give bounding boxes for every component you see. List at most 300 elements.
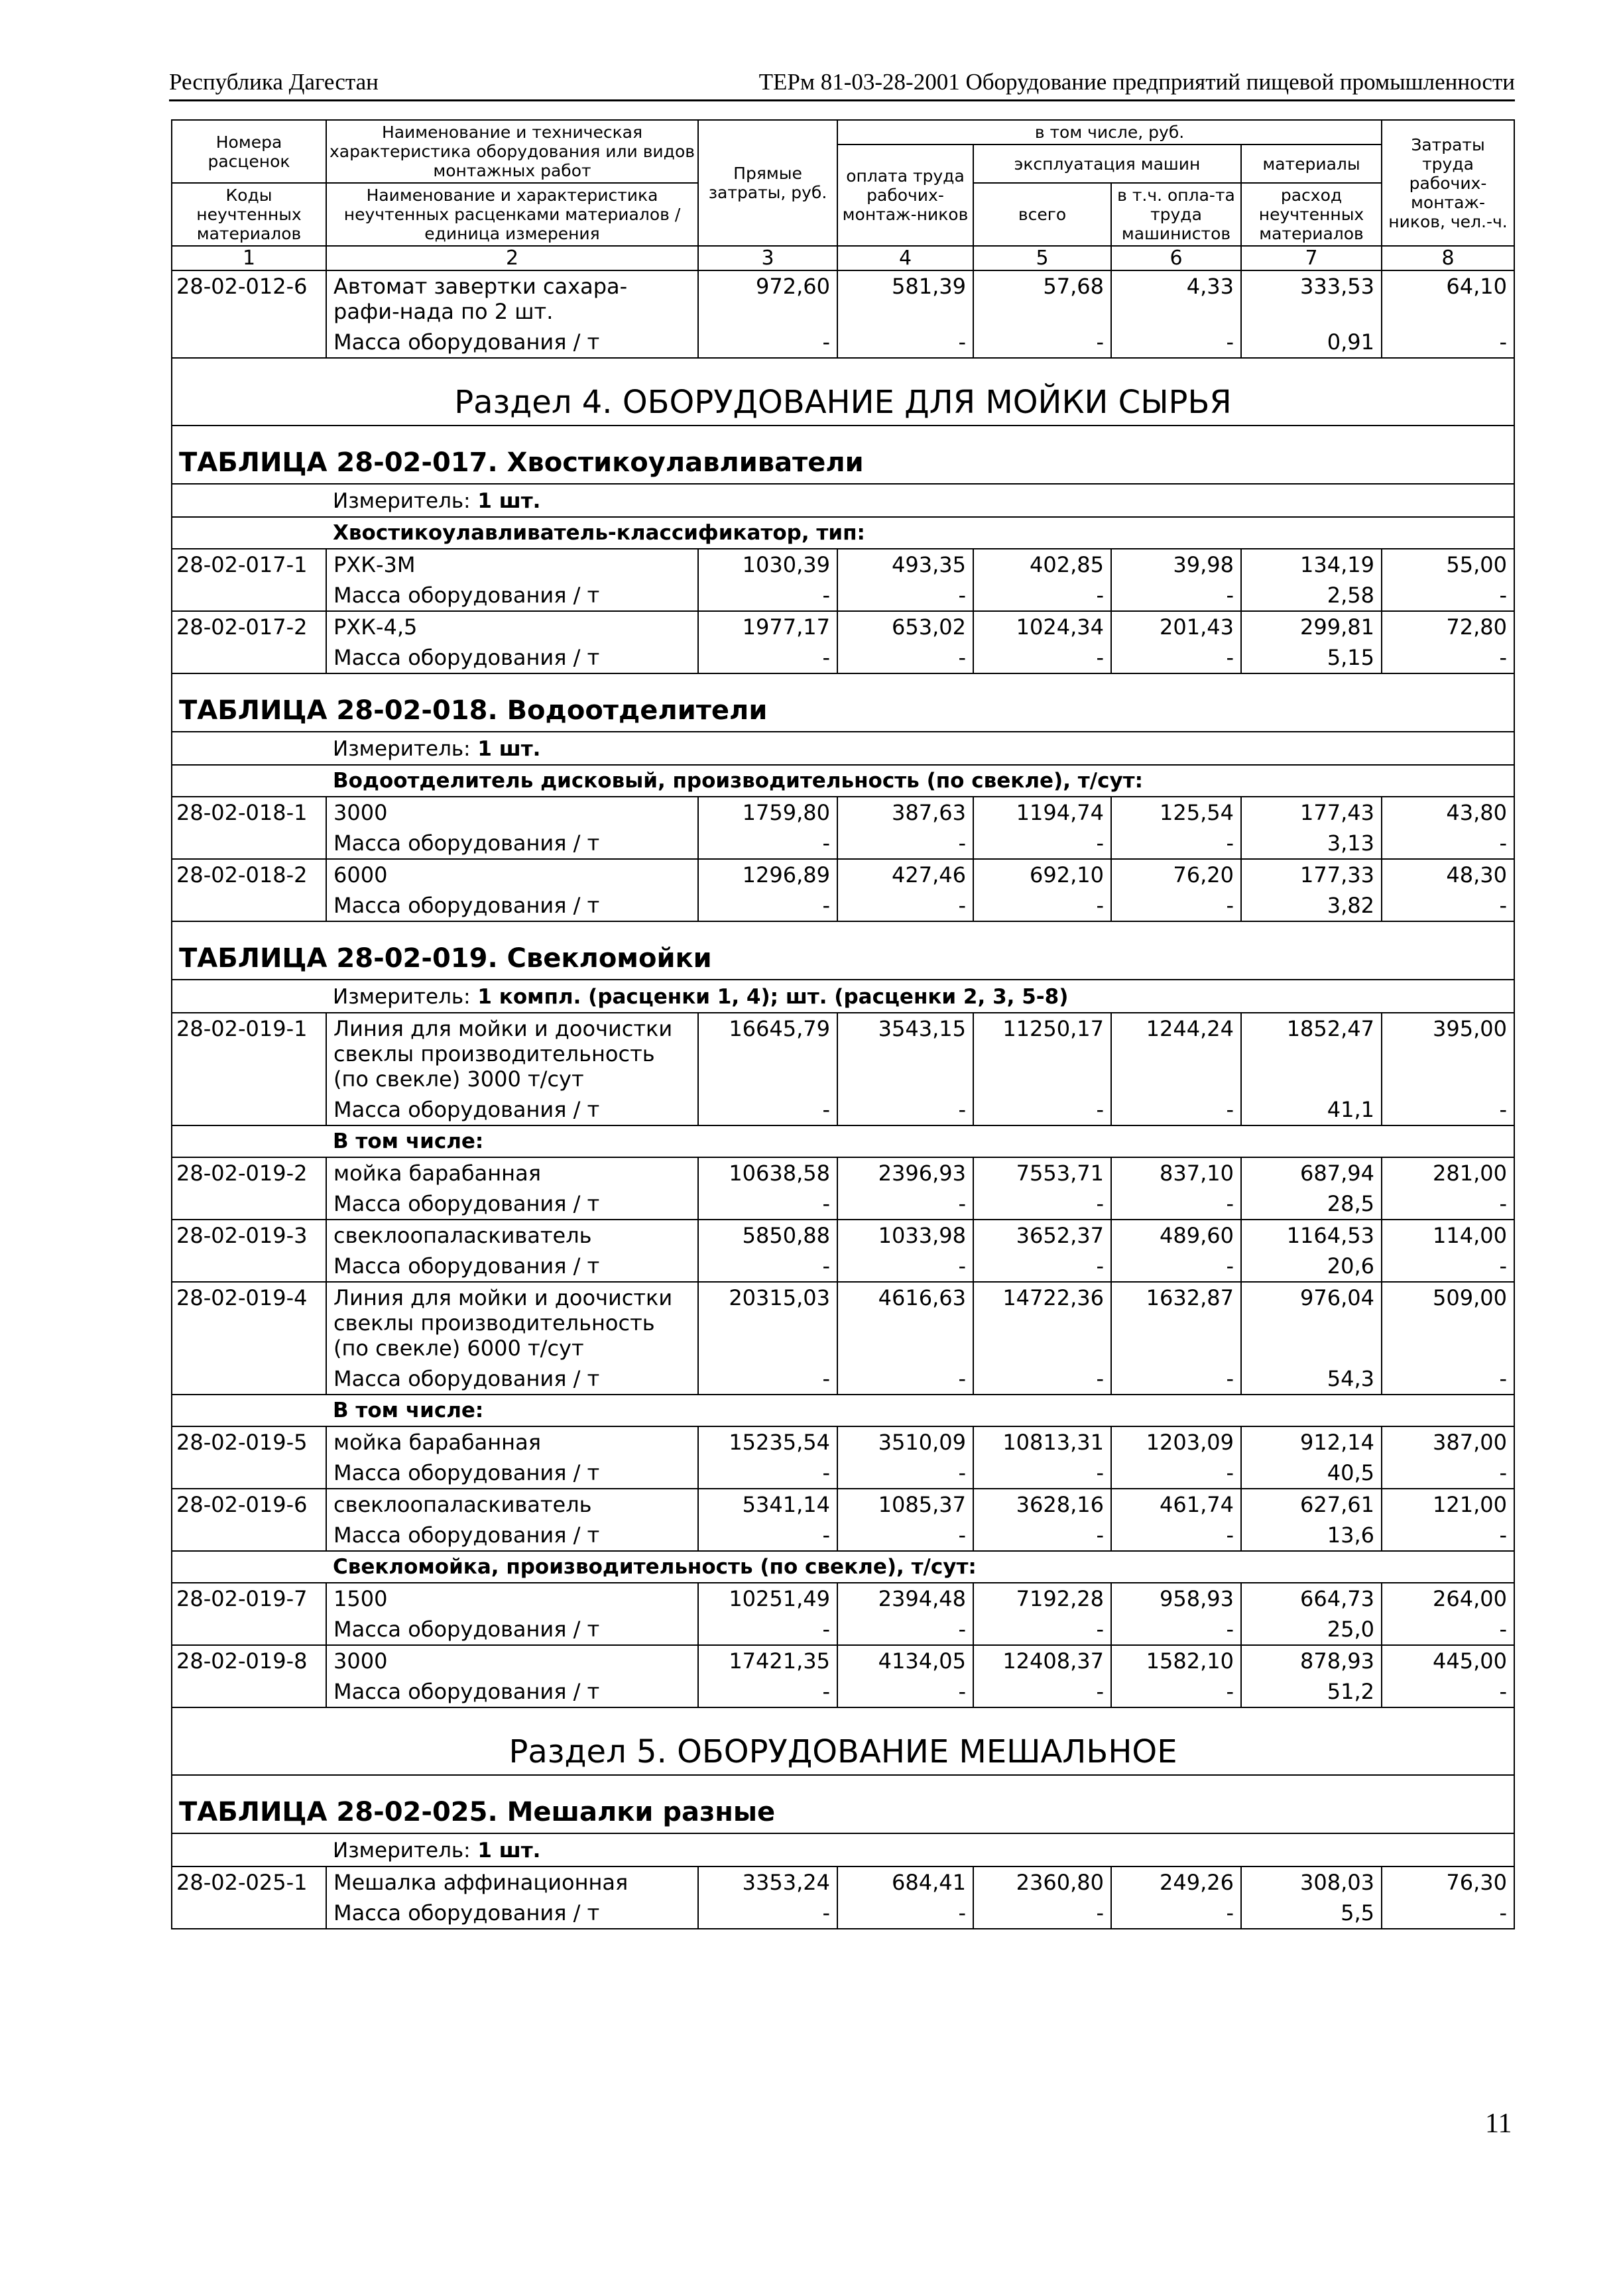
column-numbers-row [172, 246, 1514, 270]
section-5-title: Раздел 5. ОБОРУДОВАНИЕ МЕШАЛЬНОЕ [172, 1707, 1514, 1775]
rate-row [172, 1583, 1514, 1614]
dash-value: - [1111, 1363, 1241, 1395]
rate-value: 1977,17 [698, 611, 837, 642]
rate-value: 281,00 [1382, 1157, 1514, 1188]
dash-value: - [698, 828, 837, 859]
rate-value: 692,10 [973, 859, 1111, 890]
dash-value: - [837, 1614, 973, 1645]
including-header: в том числе, руб. [837, 120, 1382, 144]
rate-value: 3652,37 [973, 1220, 1111, 1251]
mass-label: Масса оборудования / т [326, 1188, 698, 1220]
dash-value: - [837, 327, 973, 358]
rate-value: 402,85 [973, 549, 1111, 580]
measure-unit: 1 шт. [470, 489, 541, 513]
blank-cell [172, 980, 326, 1013]
dash-value: - [1111, 1520, 1241, 1551]
rate-row [172, 1426, 1514, 1458]
rate-value: 684,41 [837, 1866, 973, 1898]
dash-value: - [698, 1458, 837, 1489]
rate-value: 333,53 [1241, 270, 1382, 327]
rates-table [171, 119, 1515, 1929]
rate-row [172, 1157, 1514, 1188]
rate-value: 5850,88 [698, 1220, 837, 1251]
rate-value: 493,35 [837, 549, 973, 580]
rate-value: 1296,89 [698, 859, 837, 890]
mass-value: 40,5 [1241, 1458, 1382, 1489]
dash-value: - [1382, 1898, 1514, 1929]
rate-row [172, 1645, 1514, 1676]
table-019-measure [326, 980, 1514, 1013]
column-number: 2 [326, 246, 698, 270]
col7-header: расход неучтенных материалов [1241, 183, 1382, 246]
mass-row [172, 327, 1514, 358]
rate-value: 7192,28 [973, 1583, 1111, 1614]
table-018-subtitle-row [172, 765, 1514, 797]
dash-value: - [973, 1898, 1111, 1929]
dash-value: - [1382, 890, 1514, 921]
rate-value: 878,93 [1241, 1645, 1382, 1676]
rate-value: 14722,36 [973, 1282, 1111, 1363]
dash-value: - [973, 1363, 1111, 1395]
blank-cell [172, 1551, 326, 1583]
dash-value: - [698, 1676, 837, 1707]
column-number: 4 [837, 246, 973, 270]
rate-value: 76,20 [1111, 859, 1241, 890]
table-018-title: ТАБЛИЦА 28-02-018. Водоотделители [172, 673, 1514, 732]
col2-top-header: Наименование и техническая характеристика оборудования или видов монтажных работ [326, 120, 698, 183]
rate-value: 5341,14 [698, 1489, 837, 1520]
dash-value: - [837, 1520, 973, 1551]
dash-value: - [1382, 1188, 1514, 1220]
rate-name: Автомат завертки сахара-рафи-нада по 2 шт. [326, 270, 698, 327]
dash-value: - [698, 642, 837, 673]
rate-code: 28-02-018-2 [172, 859, 326, 921]
blank-cell [172, 765, 326, 797]
table-019-including-row [172, 1125, 1514, 1157]
table-018-title-row [172, 673, 1514, 732]
rate-value: 2360,80 [973, 1866, 1111, 1898]
rates-document [171, 119, 1514, 1929]
rate-value: 1164,53 [1241, 1220, 1382, 1251]
rate-value: 445,00 [1382, 1645, 1514, 1676]
mass-value: 3,82 [1241, 890, 1382, 921]
rate-value: 72,80 [1382, 611, 1514, 642]
mass-row [172, 1520, 1514, 1551]
rate-value: 299,81 [1241, 611, 1382, 642]
dash-value: - [698, 580, 837, 611]
rate-code: 28-02-025-1 [172, 1866, 326, 1929]
dash-value: - [1111, 1458, 1241, 1489]
measure-label: Измеритель: [333, 489, 471, 513]
rate-value: 1085,37 [837, 1489, 973, 1520]
dash-value: - [1111, 1188, 1241, 1220]
dash-value: - [973, 1676, 1111, 1707]
dash-value: - [1382, 327, 1514, 358]
rate-code: 28-02-019-6 [172, 1489, 326, 1551]
header-region: Республика Дагестан [169, 69, 379, 95]
rate-code: 28-02-019-1 [172, 1013, 326, 1125]
rate-value: 12408,37 [973, 1645, 1111, 1676]
table-body [172, 270, 1514, 1929]
section-5-title-row [172, 1707, 1514, 1775]
table-017-subtitle-row [172, 517, 1514, 549]
dash-value: - [1382, 642, 1514, 673]
table-025-title: ТАБЛИЦА 28-02-025. Мешалки разные [172, 1775, 1514, 1833]
dash-value: - [837, 1898, 973, 1929]
rate-name: Мешалка аффинационная [326, 1866, 698, 1898]
table-018-measure [326, 732, 1514, 765]
mass-label: Масса оборудования / т [326, 580, 698, 611]
table-018-subtitle: Водоотделитель дисковый, производительность (по свекле), т/сут: [326, 765, 1514, 797]
dash-value: - [1111, 1614, 1241, 1645]
mass-label: Масса оборудования / т [326, 890, 698, 921]
dash-value: - [698, 327, 837, 358]
rate-value: 1203,09 [1111, 1426, 1241, 1458]
rate-code: 28-02-017-2 [172, 611, 326, 673]
mass-label: Масса оборудования / т [326, 642, 698, 673]
col3-header: Прямые затраты, руб. [698, 120, 837, 246]
mass-value: 2,58 [1241, 580, 1382, 611]
table-025-measure-row [172, 1833, 1514, 1866]
rate-value: 1852,47 [1241, 1013, 1382, 1094]
table-019-measure-row [172, 980, 1514, 1013]
dash-value: - [837, 890, 973, 921]
mass-row [172, 1458, 1514, 1489]
rate-value: 4,33 [1111, 270, 1241, 327]
rate-value: 3543,15 [837, 1013, 973, 1094]
rate-code: 28-02-019-2 [172, 1157, 326, 1220]
rate-row [172, 1220, 1514, 1251]
rate-value: 55,00 [1382, 549, 1514, 580]
rate-value: 1030,39 [698, 549, 837, 580]
dash-value: - [1111, 1251, 1241, 1282]
dash-value: - [698, 1188, 837, 1220]
blank-cell [172, 1395, 326, 1426]
table-017-title-row [172, 426, 1514, 484]
dash-value: - [698, 1898, 837, 1929]
mass-value: 25,0 [1241, 1614, 1382, 1645]
mass-label: Масса оборудования / т [326, 828, 698, 859]
measure-unit: 1 компл. (расценки 1, 4); шт. (расценки 2, 3, 5-8) [470, 985, 1069, 1009]
mass-label: Масса оборудования / т [326, 1363, 698, 1395]
rate-name: 1500 [326, 1583, 698, 1614]
rate-value: 48,30 [1382, 859, 1514, 890]
col4-header: оплата труда рабочих-монтаж-ников [837, 144, 973, 246]
dash-value: - [1111, 1094, 1241, 1125]
measure-label: Измеритель: [333, 1839, 471, 1863]
rate-value: 4616,63 [837, 1282, 973, 1363]
col5-header: всего [973, 183, 1111, 246]
mass-value: 13,6 [1241, 1520, 1382, 1551]
rate-value: 972,60 [698, 270, 837, 327]
mass-row [172, 1614, 1514, 1645]
rate-row [172, 549, 1514, 580]
mass-value: 51,2 [1241, 1676, 1382, 1707]
rate-name: 3000 [326, 797, 698, 828]
column-number: 5 [973, 246, 1111, 270]
measure-label: Измеритель: [333, 985, 471, 1009]
dash-value: - [837, 1458, 973, 1489]
rate-value: 20315,03 [698, 1282, 837, 1363]
rate-value: 1632,87 [1111, 1282, 1241, 1363]
dash-value: - [1111, 642, 1241, 673]
rate-row [172, 797, 1514, 828]
rate-value: 201,43 [1111, 611, 1241, 642]
rate-value: 387,00 [1382, 1426, 1514, 1458]
dash-value: - [698, 1251, 837, 1282]
dash-value: - [837, 1188, 973, 1220]
table-025-title-row [172, 1775, 1514, 1833]
rate-name: Линия для мойки и доочистки свеклы производительность (по свекле) 6000 т/сут [326, 1282, 698, 1363]
rate-value: 1194,74 [973, 797, 1111, 828]
mass-row [172, 580, 1514, 611]
dash-value: - [973, 1094, 1111, 1125]
rate-value: 4134,05 [837, 1645, 973, 1676]
dash-value: - [973, 1251, 1111, 1282]
rate-value: 912,14 [1241, 1426, 1382, 1458]
mass-value: 3,13 [1241, 828, 1382, 859]
rate-value: 264,00 [1382, 1583, 1514, 1614]
table-019-including-row [172, 1395, 1514, 1426]
dash-value: - [973, 828, 1111, 859]
rate-value: 64,10 [1382, 270, 1514, 327]
mass-row [172, 1676, 1514, 1707]
rate-name: РХК-4,5 [326, 611, 698, 642]
table-017-subtitle: Хвостикоулавливатель-классификатор, тип: [326, 517, 1514, 549]
rate-value: 1033,98 [837, 1220, 973, 1251]
rate-value: 10813,31 [973, 1426, 1111, 1458]
measure-unit: 1 шт. [470, 737, 541, 761]
table-025-measure [326, 1833, 1514, 1866]
rate-code: 28-02-017-1 [172, 549, 326, 611]
machines-header: эксплуатация машин [973, 144, 1241, 183]
rate-code: 28-02-012-6 [172, 270, 326, 358]
rate-value: 43,80 [1382, 797, 1514, 828]
section-4-title-row [172, 358, 1514, 426]
rate-code: 28-02-019-3 [172, 1220, 326, 1282]
col1-top-header: Номера расценок [172, 120, 326, 183]
dash-value: - [1111, 890, 1241, 921]
table-017-measure-row [172, 484, 1514, 517]
dash-value: - [1111, 1676, 1241, 1707]
mass-value: 54,3 [1241, 1363, 1382, 1395]
mass-label: Масса оборудования / т [326, 1676, 698, 1707]
rate-row [172, 859, 1514, 890]
blank-cell [172, 517, 326, 549]
dash-value: - [973, 1614, 1111, 1645]
table-019-including: В том числе: [326, 1395, 1514, 1426]
rate-code: 28-02-019-8 [172, 1645, 326, 1707]
rate-value: 10251,49 [698, 1583, 837, 1614]
rate-row [172, 611, 1514, 642]
dash-value: - [698, 1094, 837, 1125]
mass-row [172, 1188, 1514, 1220]
dash-value: - [837, 1676, 973, 1707]
rate-value: 3510,09 [837, 1426, 973, 1458]
rate-value: 114,00 [1382, 1220, 1514, 1251]
rate-code: 28-02-019-5 [172, 1426, 326, 1489]
dash-value: - [1382, 1094, 1514, 1125]
table-019-title: ТАБЛИЦА 28-02-019. Свекломойки [172, 921, 1514, 980]
dash-value: - [1111, 1898, 1241, 1929]
rate-value: 509,00 [1382, 1282, 1514, 1363]
dash-value: - [973, 890, 1111, 921]
dash-value: - [973, 1458, 1111, 1489]
rate-value: 308,03 [1241, 1866, 1382, 1898]
mass-label: Масса оборудования / т [326, 327, 698, 358]
rate-value: 837,10 [1111, 1157, 1241, 1188]
dash-value: - [837, 1094, 973, 1125]
dash-value: - [837, 642, 973, 673]
table-017-measure [326, 484, 1514, 517]
rate-value: 10638,58 [698, 1157, 837, 1188]
rate-value: 3628,16 [973, 1489, 1111, 1520]
rate-code: 28-02-018-1 [172, 797, 326, 859]
mass-row [172, 828, 1514, 859]
dash-value: - [1382, 1458, 1514, 1489]
rate-name: Линия для мойки и доочистки свеклы производительность (по свекле) 3000 т/сут [326, 1013, 698, 1094]
blank-cell [172, 484, 326, 517]
rate-value: 2396,93 [837, 1157, 973, 1188]
rate-value: 2394,48 [837, 1583, 973, 1614]
table-header [172, 120, 1514, 270]
dash-value: - [698, 1363, 837, 1395]
dash-value: - [973, 580, 1111, 611]
rate-value: 653,02 [837, 611, 973, 642]
dash-value: - [1382, 828, 1514, 859]
dash-value: - [1382, 1251, 1514, 1282]
rate-name: свеклоопаласкиватель [326, 1220, 698, 1251]
column-number: 6 [1111, 246, 1241, 270]
rate-value: 976,04 [1241, 1282, 1382, 1363]
dash-value: - [837, 828, 973, 859]
section-4-title: Раздел 4. ОБОРУДОВАНИЕ ДЛЯ МОЙКИ СЫРЬЯ [172, 358, 1514, 426]
rate-value: 121,00 [1382, 1489, 1514, 1520]
rate-value: 1024,34 [973, 611, 1111, 642]
materials-header: материалы [1241, 144, 1382, 183]
dash-value: - [1382, 580, 1514, 611]
table-019-title-row [172, 921, 1514, 980]
rate-name: РХК-3М [326, 549, 698, 580]
mass-label: Масса оборудования / т [326, 1520, 698, 1551]
col1-bottom-header: Коды неучтенных материалов [172, 183, 326, 246]
header-document-title: ТЕРм 81-03-28-2001 Оборудование предприятий пищевой промышленности [758, 69, 1515, 95]
col2-bottom-header: Наименование и характеристика неучтенных расценками материалов / единица измерения [326, 183, 698, 246]
rate-value: 1244,24 [1111, 1013, 1241, 1094]
rate-name: мойка барабанная [326, 1426, 698, 1458]
rate-code: 28-02-019-4 [172, 1282, 326, 1395]
rate-value: 16645,79 [698, 1013, 837, 1094]
dash-value: - [698, 890, 837, 921]
rate-row [172, 1013, 1514, 1094]
mass-value: 28,5 [1241, 1188, 1382, 1220]
mass-label: Масса оборудования / т [326, 1898, 698, 1929]
rate-name: 6000 [326, 859, 698, 890]
column-number: 1 [172, 246, 326, 270]
mass-label: Масса оборудования / т [326, 1458, 698, 1489]
rate-value: 249,26 [1111, 1866, 1241, 1898]
page-number: 11 [1485, 2108, 1512, 2139]
dash-value: - [1382, 1614, 1514, 1645]
dash-value: - [973, 1520, 1111, 1551]
rate-value: 134,19 [1241, 549, 1382, 580]
dash-value: - [837, 1363, 973, 1395]
blank-cell [172, 1833, 326, 1866]
col6-header: в т.ч. опла-та труда машинистов [1111, 183, 1241, 246]
rate-value: 125,54 [1111, 797, 1241, 828]
rate-value: 177,43 [1241, 797, 1382, 828]
rate-value: 1759,80 [698, 797, 837, 828]
dash-value: - [973, 1188, 1111, 1220]
table-019-subtitle-row [172, 1551, 1514, 1583]
mass-value: 0,91 [1241, 327, 1382, 358]
rate-code: 28-02-019-7 [172, 1583, 326, 1645]
rate-value: 39,98 [1111, 549, 1241, 580]
rate-value: 687,94 [1241, 1157, 1382, 1188]
column-number: 8 [1382, 246, 1514, 270]
mass-label: Масса оборудования / т [326, 1614, 698, 1645]
blank-cell [172, 1125, 326, 1157]
rate-name: мойка барабанная [326, 1157, 698, 1188]
dash-value: - [1382, 1363, 1514, 1395]
rate-row [172, 1489, 1514, 1520]
mass-row [172, 642, 1514, 673]
rate-row [172, 1866, 1514, 1898]
dash-value: - [837, 1251, 973, 1282]
rate-value: 1582,10 [1111, 1645, 1241, 1676]
rate-value: 11250,17 [973, 1013, 1111, 1094]
mass-row [172, 1251, 1514, 1282]
rate-value: 958,93 [1111, 1583, 1241, 1614]
rate-name: свеклоопаласкиватель [326, 1489, 698, 1520]
column-number: 7 [1241, 246, 1382, 270]
dash-value: - [698, 1520, 837, 1551]
rate-value: 15235,54 [698, 1426, 837, 1458]
table-018-measure-row [172, 732, 1514, 765]
rate-value: 395,00 [1382, 1013, 1514, 1094]
dash-value: - [973, 642, 1111, 673]
table-017-title: ТАБЛИЦА 28-02-017. Хвостикоулавливатели [172, 426, 1514, 484]
rate-value: 627,61 [1241, 1489, 1382, 1520]
dash-value: - [698, 1614, 837, 1645]
dash-value: - [973, 327, 1111, 358]
mass-row [172, 1363, 1514, 1395]
measure-label: Измеритель: [333, 737, 471, 761]
mass-value: 5,5 [1241, 1898, 1382, 1929]
measure-unit: 1 шт. [470, 1839, 541, 1863]
mass-row [172, 1094, 1514, 1125]
dash-value: - [1111, 580, 1241, 611]
rate-value: 17421,35 [698, 1645, 837, 1676]
rate-value: 387,63 [837, 797, 973, 828]
column-number: 3 [698, 246, 837, 270]
page-header [169, 64, 1515, 101]
mass-label: Масса оборудования / т [326, 1094, 698, 1125]
rate-value: 427,46 [837, 859, 973, 890]
mass-row [172, 890, 1514, 921]
rate-row [172, 270, 1514, 327]
col8-header: Затраты труда рабочих-монтаж-ников, чел.-ч. [1382, 120, 1514, 246]
rate-row [172, 1282, 1514, 1363]
rate-value: 461,74 [1111, 1489, 1241, 1520]
rate-name: 3000 [326, 1645, 698, 1676]
dash-value: - [837, 580, 973, 611]
mass-row [172, 1898, 1514, 1929]
rate-value: 3353,24 [698, 1866, 837, 1898]
table-019-subtitle: Свекломойка, производительность (по свекле), т/сут: [326, 1551, 1514, 1583]
dash-value: - [1111, 828, 1241, 859]
rate-value: 7553,71 [973, 1157, 1111, 1188]
